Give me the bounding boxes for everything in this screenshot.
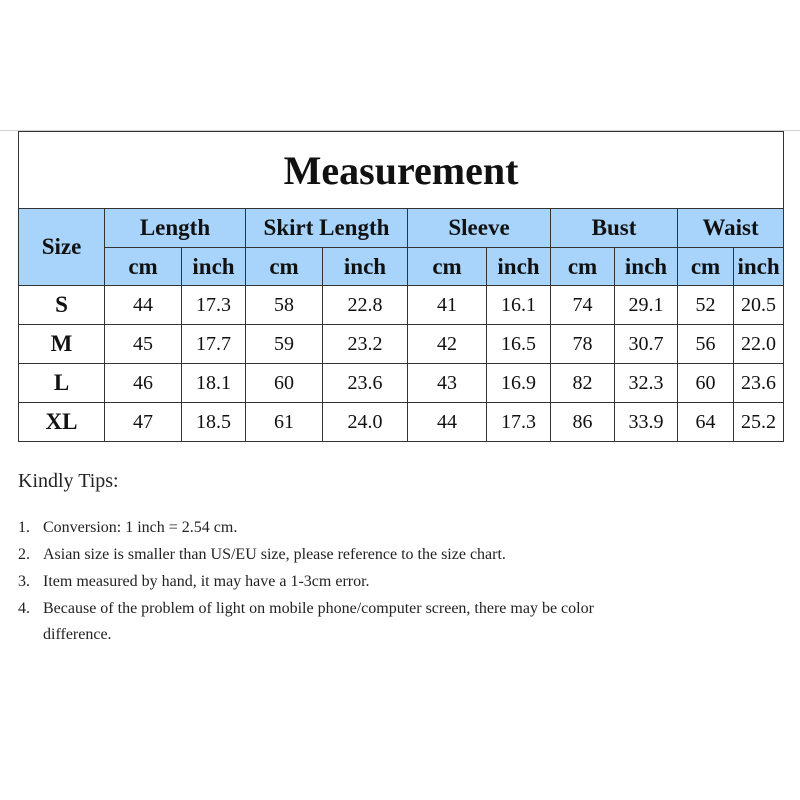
group-header-bust: Bust	[551, 209, 678, 248]
table-cell: 32.3	[615, 364, 678, 403]
group-header-sleeve: Sleeve	[408, 209, 551, 248]
table-cell: 29.1	[615, 286, 678, 325]
tip-text: Asian size is smaller than US/EU size, please reference to the size chart.	[43, 546, 506, 563]
tips-title: Kindly Tips:	[18, 470, 119, 492]
group-header-skirt-length: Skirt Length	[246, 209, 408, 248]
table-cell: 58	[246, 286, 323, 325]
unit-header-inch: inch	[182, 248, 246, 286]
tip-number: 4.	[18, 600, 30, 617]
size-label: S	[19, 286, 105, 325]
unit-header-inch: inch	[323, 248, 408, 286]
table-cell: 74	[551, 286, 615, 325]
table-cell: 18.5	[182, 403, 246, 442]
table-cell: 18.1	[182, 364, 246, 403]
table-cell: 24.0	[323, 403, 408, 442]
table-row	[19, 325, 784, 364]
table-cell: 44	[408, 403, 487, 442]
group-header-length: Length	[105, 209, 246, 248]
table-cell: 17.7	[182, 325, 246, 364]
unit-header-inch: inch	[734, 248, 784, 286]
table-cell: 59	[246, 325, 323, 364]
table-cell: 42	[408, 325, 487, 364]
table-cell: 22.0	[734, 325, 784, 364]
table-title: Measurement	[19, 132, 784, 209]
tip-text: Because of the problem of light on mobile phone/computer screen, there may be color difference.	[43, 600, 594, 643]
table-row	[19, 403, 784, 442]
size-label: M	[19, 325, 105, 364]
table-cell: 61	[246, 403, 323, 442]
tip-text: Conversion: 1 inch = 2.54 cm.	[43, 519, 238, 536]
table-cell: 56	[678, 325, 734, 364]
table-cell: 16.9	[487, 364, 551, 403]
unit-header-inch: inch	[615, 248, 678, 286]
table-cell: 86	[551, 403, 615, 442]
tip-text: Item measured by hand, it may have a 1-3cm error.	[43, 573, 370, 590]
table-cell: 45	[105, 325, 182, 364]
table-cell: 22.8	[323, 286, 408, 325]
table-cell: 33.9	[615, 403, 678, 442]
tip-number: 1.	[18, 519, 30, 536]
unit-header-cm: cm	[408, 248, 487, 286]
group-header-waist: Waist	[678, 209, 784, 248]
list-item	[18, 542, 718, 568]
unit-header-row	[19, 248, 784, 286]
table-cell: 82	[551, 364, 615, 403]
size-chart-table	[18, 131, 784, 442]
table-cell: 52	[678, 286, 734, 325]
table-row	[19, 364, 784, 403]
size-header: Size	[19, 209, 105, 286]
tip-number: 2.	[18, 546, 30, 563]
tips-list	[18, 515, 718, 648]
table-cell: 23.6	[734, 364, 784, 403]
unit-header-cm: cm	[551, 248, 615, 286]
table-cell: 64	[678, 403, 734, 442]
size-label: L	[19, 364, 105, 403]
unit-header-cm: cm	[246, 248, 323, 286]
tip-number: 3.	[18, 573, 30, 590]
table-cell: 17.3	[182, 286, 246, 325]
table-cell: 20.5	[734, 286, 784, 325]
table-cell: 23.6	[323, 364, 408, 403]
list-item	[18, 569, 718, 595]
table-cell: 47	[105, 403, 182, 442]
kindly-tips	[18, 470, 718, 649]
table-cell: 25.2	[734, 403, 784, 442]
table-cell: 60	[678, 364, 734, 403]
unit-header-cm: cm	[105, 248, 182, 286]
table-cell: 16.5	[487, 325, 551, 364]
list-item	[18, 596, 718, 648]
table-cell: 46	[105, 364, 182, 403]
table-cell: 41	[408, 286, 487, 325]
unit-header-inch: inch	[487, 248, 551, 286]
table-cell: 78	[551, 325, 615, 364]
table-cell: 16.1	[487, 286, 551, 325]
list-item	[18, 515, 718, 541]
table-cell: 23.2	[323, 325, 408, 364]
table-cell: 60	[246, 364, 323, 403]
unit-header-cm: cm	[678, 248, 734, 286]
table-cell: 43	[408, 364, 487, 403]
table-cell: 17.3	[487, 403, 551, 442]
table-row	[19, 286, 784, 325]
table-cell: 44	[105, 286, 182, 325]
table-cell: 30.7	[615, 325, 678, 364]
size-label: XL	[19, 403, 105, 442]
